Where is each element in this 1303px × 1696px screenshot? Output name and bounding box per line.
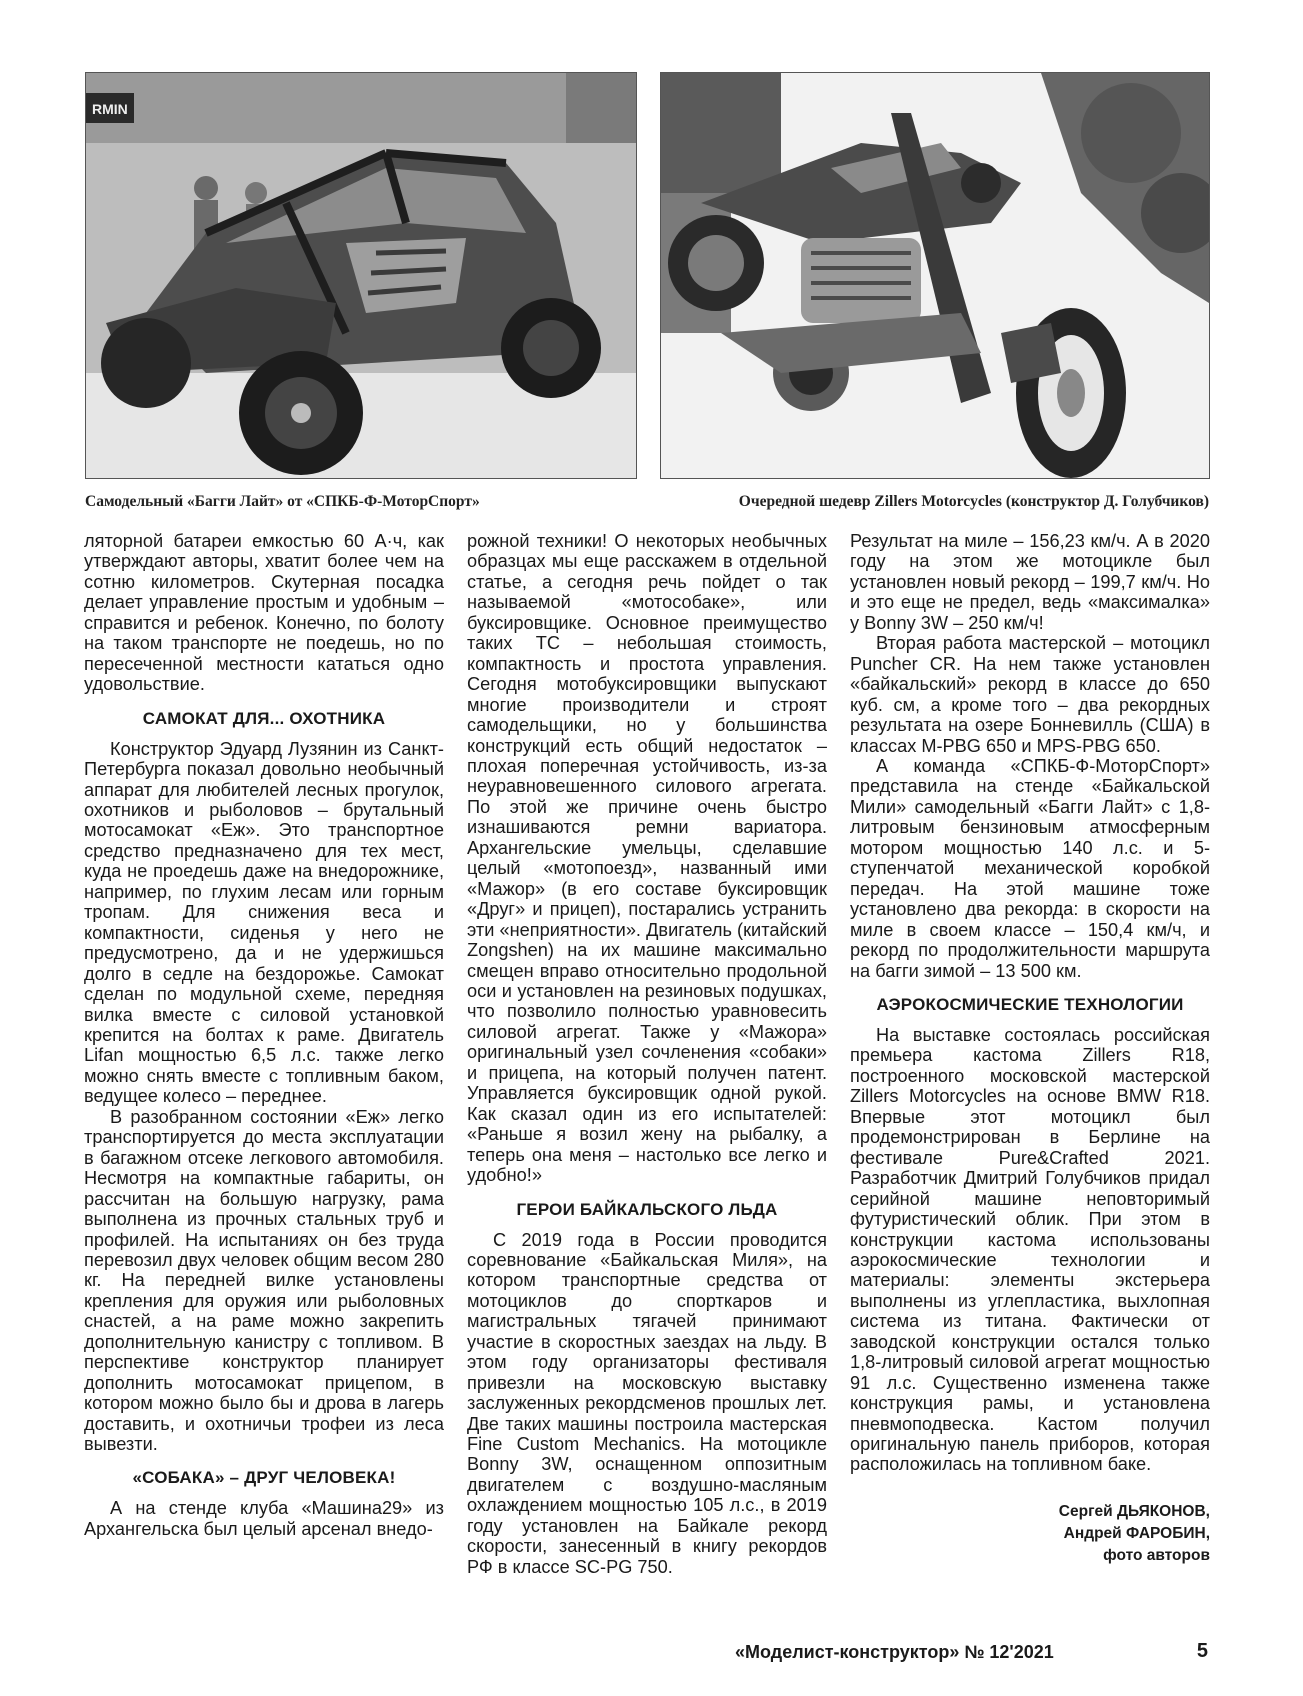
section-heading-scooter: САМОКАТ ДЛЯ... ОХОТНИКА (142, 708, 386, 728)
paragraph: А на стенде клуба «Машина29» из Архангельска был целый арсенал внедо- (84, 1498, 444, 1539)
buggy-photo (85, 72, 637, 479)
text-column-2 (467, 531, 827, 1577)
page-number: 5 (1196, 1640, 1208, 1662)
paragraph: рожной техники! О некоторых необычных образцах мы еще расскажем в отдельной статье, а сегодня речь пойдет о так называемой «мотособаке», или буксировщике. Основное преимущество таких ТС – небольшая стоимость, компактность и простота управления. Сегодня мотобуксировщики выпускают многие производители и строят самодельщики, но у большинства конструкций есть общий недостаток – плохая поперечная устойчивость, из-за неуравновешенного силового агрегата. По этой же причине очень быстро изнашиваются ремни вариатора. Архангельские умельцы, сделавшие целый «мотопоезд», названный ими «Мажор» (в его составе буксировщик «Друг» и прицеп), постарались устранить эти «неприятности». Двигатель (китайский Zongshen) на их машине максимально смещен вправо относительно продольной оси и установлен на резиновых подушках, что позволило полностью уравновесить силовой агрегат. Также у «Мажора» оригинальный узел сочленения «собаки» и прицепа, на который получен патент. Управляется буксировщик одной рукой. Как сказал один из его испытателей: «Раньше я возил жену на рыбалку, а теперь она меня – настолько все легко и удобно!» (467, 531, 827, 1186)
paragraph: В разобранном состоянии «Еж» легко транспортируется до места эксплуатации в багажном отсеке легкового автомобиля. Несмотря на компактные габариты, он рассчитан на большую нагрузку, рама выполнена из прочных стальных труб и профилей. На испытаниях он без труда перевозил двух человек общим весом 280 кг. На передней вилке установлены крепления для оружия или рыболовных снастей, а на раме можно закрепить дополнительную канистру с топливом. В перспективе конструктор планирует дополнить мотосамокат прицепом, в котором можно было бы и дрова в лагерь доставить, и охотничьи трофеи из леса вывезти. (84, 1106, 444, 1455)
motorcycle-photo-caption: Очередной шедевр Zillers Motorcycles (конструктор Д. Голубчиков) (738, 493, 1209, 510)
journal-footer: «Моделист-конструктор» № 12'2021 (735, 1642, 1054, 1662)
paragraph: ляторной батареи емкостью 60 А·ч, как утверждают авторы, хватит более чем на сотню километров. Скутерная посадка делает управление простым и удобным – справится и ребенок. Конечно, по болоту на таком транспорте не поедешь, но по пересеченной местности кататься одно удовольствие. (84, 531, 444, 695)
motorcycle-illustration (661, 73, 1209, 478)
author-credits (850, 1501, 1210, 1567)
section-heading-dog: «СОБАКА» – ДРУГ ЧЕЛОВЕКА! (132, 1468, 396, 1488)
text-column-3 (850, 531, 1210, 1567)
photo-credit: фото авторов (1103, 1546, 1210, 1564)
section-heading-aerospace: АЭРОКОСМИЧЕСКИЕ ТЕХНОЛОГИИ (876, 994, 1184, 1014)
motorcycle-photo (660, 72, 1210, 479)
author-name: Сергей ДЬЯКОНОВ, (1058, 1502, 1210, 1520)
paragraph: Результат на миле – 156,23 км/ч. А в 2020 году на этом же мотоцикле был установлен новый рекорд – 199,7 км/ч. Но и это еще не предел, ведь «максималка» у Bonny 3W – 250 км/ч! (850, 531, 1210, 633)
paragraph: На выставке состоялась российская премьера кастома Zillers R18, построенного московской мастерской Zillers Motorcycles на основе BMW R18. Впервые этот мотоцикл был продемонстрирован в Берлине на фестивале Pure&Crafted 2021. Разработчик Дмитрий Голубчиков придал серийной машине неповторимый футуристический облик. При этом в конструкции кастома использованы аэрокосмические технологии и материалы: элементы экстерьера выполнены из углепластика, выхлопная система из титана. Фактически от заводской конструкции остался только 1,8-литровый силовой агрегат мощностью 91 л.с. Существенно изменена также конструкция рамы, и установлена пневмоподвеска. Кастом получил оригинальную панель приборов, которая расположилась на топливном баке. (850, 1024, 1210, 1475)
paragraph: С 2019 года в России проводится соревнование «Байкальская Миля», на котором транспортные средства от мотоциклов до спорткаров и магистральных тягачей принимают участие в скоростных заездах на льду. В этом году организаторы фестиваля привезли на московскую выставку заслуженных рекордсменов прошлых лет. Две таких машины построила мастерская Fine Custom Mechanics. На мотоцикле Bonny 3W, оснащенном оппозитным двигателем с воздушно-масляным охлаждением мощностью 105 л.с., в 2019 году установлен на Байкале рекорд скорости, занесенный в книгу рекордов РФ в классе SC-PG 750. (467, 1229, 827, 1577)
booth-sign-text: RMIN (92, 101, 128, 117)
paragraph: Конструктор Эдуард Лузянин из Санкт-Петербурга показал довольно необычный аппарат для любителей лесных прогулок, охотников и рыболовов – брутальный мотосамокат «Еж». Это транспортное средство предназначено для тех мест, куда не проедешь даже на внедорожнике, например, по глухим лесам или горным тропам. Для снижения веса и компактности, сиденья у него не предусмотрено, да и не удержишься долго в седле на бездорожье. Самокат сделан по модульной схеме, передняя вилка вместе с силовой установкой крепится на болтах к раме. Двигатель Lifan мощностью 6,5 л.с. также легко можно снять вместе с топливным баком, ведущее колесо – переднее. (84, 738, 444, 1107)
paragraph: А команда «СПКБ-Ф-МоторСпорт» представила на стенде «Байкальской Мили» самодельный «Багги Лайт» с 1,8-литровым бензиновым атмосферным мотором мощностью 140 л.с. и 5-ступенчатой механической коробкой передач. На этой машине тоже установлено два рекорда: в скорости на миле в своем классе – 150,4 км/ч, и рекорд по продолжительности маршрута на багги зимой – 13 500 км. (850, 755, 1210, 981)
buggy-photo-caption: Самодельный «Багги Лайт» от «СПКБ-Ф-МоторСпорт» (85, 493, 480, 510)
buggy-illustration (86, 73, 636, 478)
paragraph: Вторая работа мастерской – мотоцикл Puncher CR. На нем также установлен «байкальский» рекорд в классе до 650 куб. см, а кроме того – два рекордных результата на озере Бонневилль (США) в классах M-PBG 650 и MPS-PBG 650. (850, 633, 1210, 756)
author-name: Андрей ФАРОБИН, (1063, 1524, 1210, 1542)
text-column-1 (84, 531, 444, 1539)
section-heading-baikal: ГЕРОИ БАЙКАЛЬСКОГО ЛЬДА (516, 1199, 778, 1219)
